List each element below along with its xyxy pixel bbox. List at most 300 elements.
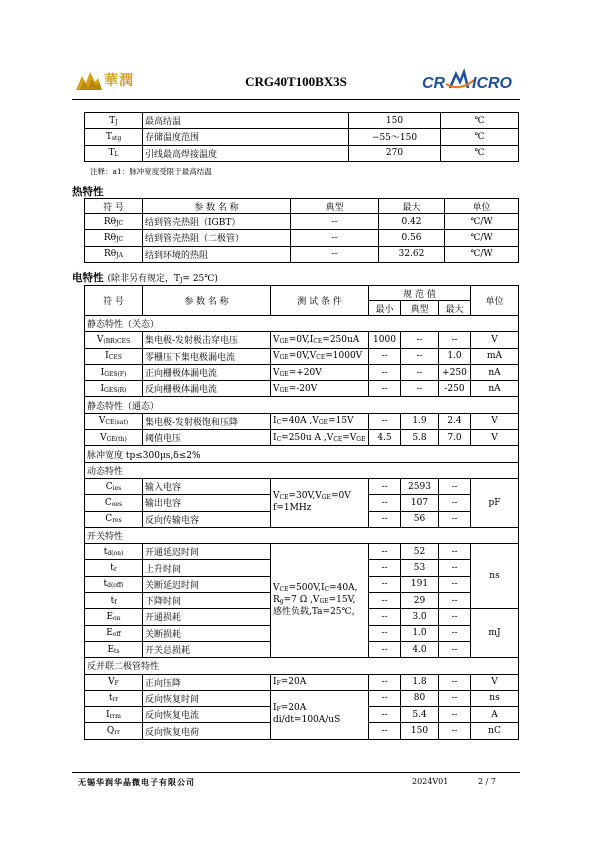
value-min: -- xyxy=(369,495,401,511)
table-row xyxy=(85,413,519,429)
header-rule xyxy=(72,99,520,100)
limit-name: 存储温度范围 xyxy=(143,129,349,145)
symbol-main: t xyxy=(110,563,114,574)
table-row xyxy=(85,214,519,230)
value-max: -- xyxy=(439,576,471,592)
thermal-unit: ℃/W xyxy=(445,230,519,246)
th-max: 最大 xyxy=(379,199,445,214)
symbol-sub: rr xyxy=(112,696,119,704)
thermal-name: 结到管壳热阻（IGBT） xyxy=(143,214,291,230)
symbol-sub: stg xyxy=(111,134,122,142)
param-symbol xyxy=(85,707,143,723)
param-symbol xyxy=(85,625,143,641)
thermal-symbol xyxy=(85,246,143,262)
param-symbol xyxy=(85,544,143,560)
table-row xyxy=(85,230,519,246)
cond-part: =250u A ,V xyxy=(281,432,334,443)
value-max: -- xyxy=(439,544,471,560)
cond-sub: GE xyxy=(318,419,329,427)
value-max: 1.0 xyxy=(439,348,471,364)
cond-part: =20A xyxy=(280,703,307,714)
param-name: 反向恢复电流 xyxy=(143,707,271,723)
cap-test-condition xyxy=(271,478,369,527)
table-row xyxy=(85,129,519,145)
cond-part: I xyxy=(273,703,277,714)
symbol-sub: JC xyxy=(116,219,124,227)
group-row xyxy=(85,462,519,478)
cap-unit: pF xyxy=(471,478,519,527)
value-max: 7.0 xyxy=(439,430,471,446)
symbol-main: t xyxy=(110,595,115,606)
symbol-main: C xyxy=(105,514,113,525)
value-min: -- xyxy=(369,609,401,625)
switch-energy-unit: mJ xyxy=(471,609,519,658)
thermal-symbol xyxy=(85,214,143,230)
cond-part: R xyxy=(273,595,280,606)
param-name: 反向栅极体漏电流 xyxy=(143,381,271,397)
cond-part: V xyxy=(273,383,280,394)
param-name: 开通损耗 xyxy=(143,609,271,625)
symbol-main: Rθ xyxy=(104,249,117,260)
table-row xyxy=(85,332,519,348)
value-min: -- xyxy=(369,478,401,494)
thermal-max: 0.42 xyxy=(379,214,445,230)
cond-sub: C xyxy=(276,435,282,443)
footer-company: 无锡华润华晶微电子有限公司 xyxy=(78,778,195,787)
symbol-sub: L xyxy=(114,151,119,159)
value-min: -- xyxy=(369,576,401,592)
symbol-main: E xyxy=(107,644,115,655)
limits-note: 注释：a1：脉冲宽度受限于最高结温 xyxy=(90,167,212,176)
eh-name: 参 数 名 称 xyxy=(143,286,271,316)
value-min: 1000 xyxy=(369,332,401,348)
value-min: -- xyxy=(369,674,401,690)
param-name: 正向栅极体漏电流 xyxy=(143,364,271,380)
value-min: -- xyxy=(369,381,401,397)
param-symbol xyxy=(85,576,143,592)
cond-part: =+20V xyxy=(288,367,322,378)
value-min: -- xyxy=(369,723,401,739)
test-condition xyxy=(271,348,369,364)
group-label: 开关特性 xyxy=(85,527,519,543)
value-unit: nA xyxy=(471,381,519,397)
value-unit: A xyxy=(471,707,519,723)
value-min: 4.5 xyxy=(369,430,401,446)
table-row xyxy=(85,478,519,494)
value-typ: 56 xyxy=(401,511,439,527)
cond-part: =1000V xyxy=(325,351,363,362)
symbol-sub: rr xyxy=(114,729,121,737)
symbol-main: I xyxy=(100,367,105,378)
value-typ: -- xyxy=(401,381,439,397)
limit-value: 270 xyxy=(349,145,441,161)
param-symbol xyxy=(85,430,143,446)
symbol-main: t xyxy=(103,579,108,590)
param-symbol xyxy=(85,332,143,348)
value-min: -- xyxy=(369,413,401,429)
param-name: 关断延迟时间 xyxy=(143,576,271,592)
symbol-main: I xyxy=(105,351,109,362)
thermal-name: 结到管壳热阻（二极管） xyxy=(143,230,291,246)
eh-sym: 符 号 xyxy=(85,286,143,316)
symbol-sub: f xyxy=(114,598,117,606)
switch-test-condition xyxy=(271,544,369,658)
symbol-sub: CES xyxy=(108,354,122,362)
cond-pre: (除非另有规定，T xyxy=(107,274,181,284)
value-min: -- xyxy=(369,707,401,723)
param-symbol xyxy=(85,381,143,397)
param-name: 集电极-发射极击穿电压 xyxy=(143,332,271,348)
value-max: -- xyxy=(439,560,471,576)
param-name: 反向恢复时间 xyxy=(143,690,271,706)
param-symbol xyxy=(85,495,143,511)
value-min: -- xyxy=(369,625,401,641)
limit-name: 引线最高焊接温度 xyxy=(143,145,349,161)
cond-part: V xyxy=(273,334,280,345)
cond-part: =30V,V xyxy=(288,491,322,502)
group-row xyxy=(85,658,519,674)
symbol-main: C xyxy=(104,497,112,508)
value-min: -- xyxy=(369,348,401,364)
test-condition xyxy=(271,332,369,348)
th-typ: 典型 xyxy=(291,199,379,214)
cond-sub: CE xyxy=(333,435,343,443)
value-max: 2.4 xyxy=(439,413,471,429)
cond-part: =40A ,V xyxy=(281,416,319,427)
cond-sub: GE xyxy=(279,337,289,345)
value-max: -- xyxy=(439,641,471,657)
table-row xyxy=(85,544,519,560)
value-max: -- xyxy=(439,495,471,511)
cond-sub: F xyxy=(276,706,281,714)
symbol-main: Q xyxy=(106,726,115,737)
cond-part: =-20V xyxy=(288,383,318,394)
param-name: 下降时间 xyxy=(143,593,271,609)
value-max: -- xyxy=(439,674,471,690)
electrical-section-title xyxy=(72,270,218,285)
param-name: 反向传输电容 xyxy=(143,511,271,527)
value-min: -- xyxy=(369,544,401,560)
param-symbol xyxy=(85,560,143,576)
cond-sub: GE xyxy=(356,435,366,443)
value-unit: V xyxy=(471,430,519,446)
symbol-sub: rrm xyxy=(109,712,121,720)
footer-rule xyxy=(72,772,520,773)
symbol-main: C xyxy=(105,481,113,492)
limit-value: 150 xyxy=(349,113,441,129)
test-condition xyxy=(271,430,369,446)
group-label: 静态特性（通态） xyxy=(85,397,519,413)
param-symbol xyxy=(85,348,143,364)
symbol-sub: off xyxy=(112,631,121,639)
symbol-main: I xyxy=(106,709,110,720)
electrical-title: 电特性 xyxy=(72,272,104,284)
thermal-max: 32.62 xyxy=(379,246,445,262)
group-row xyxy=(85,316,519,332)
crmicro-logo xyxy=(420,68,518,94)
symbol-main: Rθ xyxy=(103,232,117,243)
param-name: 正向压降 xyxy=(143,674,271,690)
cond-post: = 25℃) xyxy=(182,274,218,284)
param-symbol xyxy=(85,674,143,690)
value-typ: 3.0 xyxy=(401,609,439,625)
symbol-main: T xyxy=(105,131,112,142)
test-condition xyxy=(271,364,369,380)
footer-version: 2024V01 xyxy=(412,777,449,786)
cond-part: f=1MHz xyxy=(273,503,312,514)
thermal-symbol xyxy=(85,230,143,246)
symbol-sub: d(off) xyxy=(107,582,124,590)
cond-part: di/dt=100A/uS xyxy=(273,715,341,726)
value-max: -- xyxy=(439,511,471,527)
eh-cond: 测 试 条 件 xyxy=(271,286,369,316)
symbol-main: E xyxy=(106,611,114,622)
symbol-sub: GES(F) xyxy=(104,370,127,378)
cond-part: =0V xyxy=(330,491,351,502)
symbol-main: V xyxy=(98,416,106,427)
cond-part: V xyxy=(273,351,280,362)
value-max: -- xyxy=(439,625,471,641)
thermal-typ: -- xyxy=(291,246,379,262)
limit-symbol xyxy=(85,129,143,145)
cond-part: =0V,V xyxy=(288,351,317,362)
symbol-main: V xyxy=(96,334,104,345)
symbol-sub: res xyxy=(112,517,122,525)
param-name: 输入电容 xyxy=(143,478,271,494)
param-symbol xyxy=(85,641,143,657)
th-name: 参 数 名 称 xyxy=(143,199,291,214)
rr-test-condition xyxy=(271,690,369,739)
switch-time-unit: ns xyxy=(471,544,519,609)
value-typ: 52 xyxy=(401,544,439,560)
thermal-unit: ℃/W xyxy=(445,214,519,230)
table-row xyxy=(85,690,519,706)
limit-symbol xyxy=(85,113,143,129)
cond-part: =20A xyxy=(280,677,307,688)
param-name: 输出电容 xyxy=(143,495,271,511)
symbol-main: t xyxy=(103,546,108,557)
symbol-sub: F xyxy=(114,680,119,688)
param-symbol xyxy=(85,511,143,527)
value-max: -- xyxy=(439,609,471,625)
group-row xyxy=(85,446,519,462)
value-unit: nA xyxy=(471,364,519,380)
param-name: 开关总损耗 xyxy=(143,641,271,657)
cond-part: V xyxy=(273,583,280,594)
cond-part: =40A, xyxy=(329,583,358,594)
electrical-table xyxy=(84,285,519,740)
symbol-sub: GES(R) xyxy=(104,386,127,394)
limit-name: 最高结温 xyxy=(143,113,349,129)
group-row xyxy=(85,397,519,413)
cond-part: V xyxy=(273,367,280,378)
cond-sub: C xyxy=(276,419,282,427)
thermal-name: 结到环境的热阻 xyxy=(143,246,291,262)
symbol-main: t xyxy=(108,693,113,704)
symbol-sub: JA xyxy=(116,252,123,260)
value-typ: 4.0 xyxy=(401,641,439,657)
thermal-typ: -- xyxy=(291,230,379,246)
cond-sub: CE xyxy=(279,586,289,594)
symbol-main: Rθ xyxy=(103,216,117,227)
symbol-sub: GE(th) xyxy=(106,435,127,443)
eh-max: 最大 xyxy=(439,301,471,316)
value-unit: V xyxy=(471,674,519,690)
cond-sub: GE xyxy=(279,370,289,378)
value-min: -- xyxy=(369,511,401,527)
symbol-sub: CE(sat) xyxy=(105,419,129,427)
value-max: -- xyxy=(439,723,471,739)
thermal-unit: ℃/W xyxy=(445,246,519,262)
table-row xyxy=(85,246,519,262)
param-symbol xyxy=(85,690,143,706)
symbol-sub: ts xyxy=(114,647,120,655)
cond-part: =7 Ω ,V xyxy=(283,595,320,606)
value-typ: 5.8 xyxy=(401,430,439,446)
cond-part: =500V,I xyxy=(288,583,325,594)
eh-typ: 典型 xyxy=(401,301,439,316)
group-row xyxy=(85,527,519,543)
table-row xyxy=(85,145,519,161)
symbol-sub: on xyxy=(113,614,121,622)
value-typ: -- xyxy=(401,348,439,364)
value-unit: V xyxy=(471,332,519,348)
symbol-sub: (BR)CES xyxy=(103,337,131,345)
limits-table xyxy=(84,112,519,162)
symbol-sub: d(on) xyxy=(107,549,124,557)
eh-min: 最小 xyxy=(369,301,401,316)
param-symbol xyxy=(85,413,143,429)
param-name: 集电极-发射极饱和压降 xyxy=(143,413,271,429)
param-symbol xyxy=(85,609,143,625)
symbol-sub: r xyxy=(113,566,117,574)
param-name: 零栅压下集电极漏电流 xyxy=(143,348,271,364)
param-name: 上升时间 xyxy=(143,560,271,576)
cond-sub: J xyxy=(180,277,183,284)
symbol-main: V xyxy=(100,432,107,443)
value-typ: 53 xyxy=(401,560,439,576)
value-typ: 1.9 xyxy=(401,413,439,429)
table-row xyxy=(85,364,519,380)
cond-sub: C xyxy=(324,586,330,594)
cond-part: =V xyxy=(342,432,357,443)
limit-value: −55～150 xyxy=(349,129,441,145)
symbol-sub: oes xyxy=(111,500,123,508)
table-row xyxy=(85,113,519,129)
value-typ: -- xyxy=(401,332,439,348)
value-typ: 107 xyxy=(401,495,439,511)
cond-part: =250uA xyxy=(322,334,360,345)
value-typ: 80 xyxy=(401,690,439,706)
value-max: -250 xyxy=(439,381,471,397)
cond-sub: CE xyxy=(313,337,323,345)
footer-page-number: 2 / 7 xyxy=(478,777,496,786)
eh-range: 规 范 值 xyxy=(369,286,471,301)
test-condition xyxy=(271,381,369,397)
value-typ: 150 xyxy=(401,723,439,739)
cond-sub: GE xyxy=(319,598,329,606)
eh-unit: 单位 xyxy=(471,286,519,316)
cond-sub: GE xyxy=(279,386,289,394)
value-typ: -- xyxy=(401,364,439,380)
value-unit: nC xyxy=(471,723,519,739)
logo-text: 華潤 xyxy=(104,73,134,89)
cond-part: I xyxy=(273,416,277,427)
group-label: 静态特性（关态） xyxy=(85,316,519,332)
value-min: -- xyxy=(369,641,401,657)
cond-sub: GE xyxy=(279,354,289,362)
value-max: +250 xyxy=(439,364,471,380)
param-name: 关断损耗 xyxy=(143,625,271,641)
param-symbol xyxy=(85,364,143,380)
value-max: -- xyxy=(439,332,471,348)
symbol-main: T xyxy=(108,148,115,159)
param-name: 开通延迟时间 xyxy=(143,544,271,560)
param-name: 阈值电压 xyxy=(143,430,271,446)
cond-part: I xyxy=(273,432,277,443)
value-min: -- xyxy=(369,560,401,576)
table-row xyxy=(85,348,519,364)
table-row xyxy=(85,381,519,397)
param-symbol xyxy=(85,478,143,494)
value-max: -- xyxy=(439,593,471,609)
cond-sub: GE xyxy=(321,494,331,502)
param-name: 反向恢复电荷 xyxy=(143,723,271,739)
svg-text:ICRO: ICRO xyxy=(472,75,512,92)
thermal-table xyxy=(84,198,519,263)
group-label: 脉冲宽度 tp≤300μs,δ≤2% xyxy=(85,446,519,462)
value-max: -- xyxy=(439,478,471,494)
value-typ: 5.4 xyxy=(401,707,439,723)
symbol-main: I xyxy=(100,383,105,394)
cond-sub: F xyxy=(276,680,281,688)
value-typ: 29 xyxy=(401,593,439,609)
group-label: 反并联二极管特性 xyxy=(85,658,519,674)
thermal-typ: -- xyxy=(291,214,379,230)
value-unit: ns xyxy=(471,690,519,706)
symbol-main: E xyxy=(106,628,113,639)
cond-sub: CE xyxy=(316,354,326,362)
value-min: -- xyxy=(369,690,401,706)
th-sym: 符 号 xyxy=(85,199,143,214)
symbol-main: V xyxy=(108,677,115,688)
value-typ: 2593 xyxy=(401,478,439,494)
th-unit: 单位 xyxy=(445,199,519,214)
cond-part: =15V xyxy=(328,416,354,427)
page-header xyxy=(72,68,520,96)
symbol-sub: J xyxy=(115,118,118,126)
symbol-main: T xyxy=(109,115,116,126)
value-typ: 1.0 xyxy=(401,625,439,641)
thermal-section-title: 热特性 xyxy=(72,186,104,198)
cond-sub: g xyxy=(279,598,284,606)
limit-unit: ℃ xyxy=(441,145,519,161)
value-typ: 1.8 xyxy=(401,674,439,690)
limit-symbol xyxy=(85,145,143,161)
param-symbol xyxy=(85,593,143,609)
cond-part: I xyxy=(273,677,277,688)
svg-text:CR: CR xyxy=(422,75,446,92)
cond-part: =15V, xyxy=(328,595,356,606)
value-unit: mA xyxy=(471,348,519,364)
electrical-condition xyxy=(108,274,218,284)
param-symbol xyxy=(85,723,143,739)
thermal-max: 0.56 xyxy=(379,230,445,246)
table-row xyxy=(85,674,519,690)
value-typ: 191 xyxy=(401,576,439,592)
symbol-sub: JC xyxy=(116,235,124,243)
cond-part: V xyxy=(273,491,280,502)
